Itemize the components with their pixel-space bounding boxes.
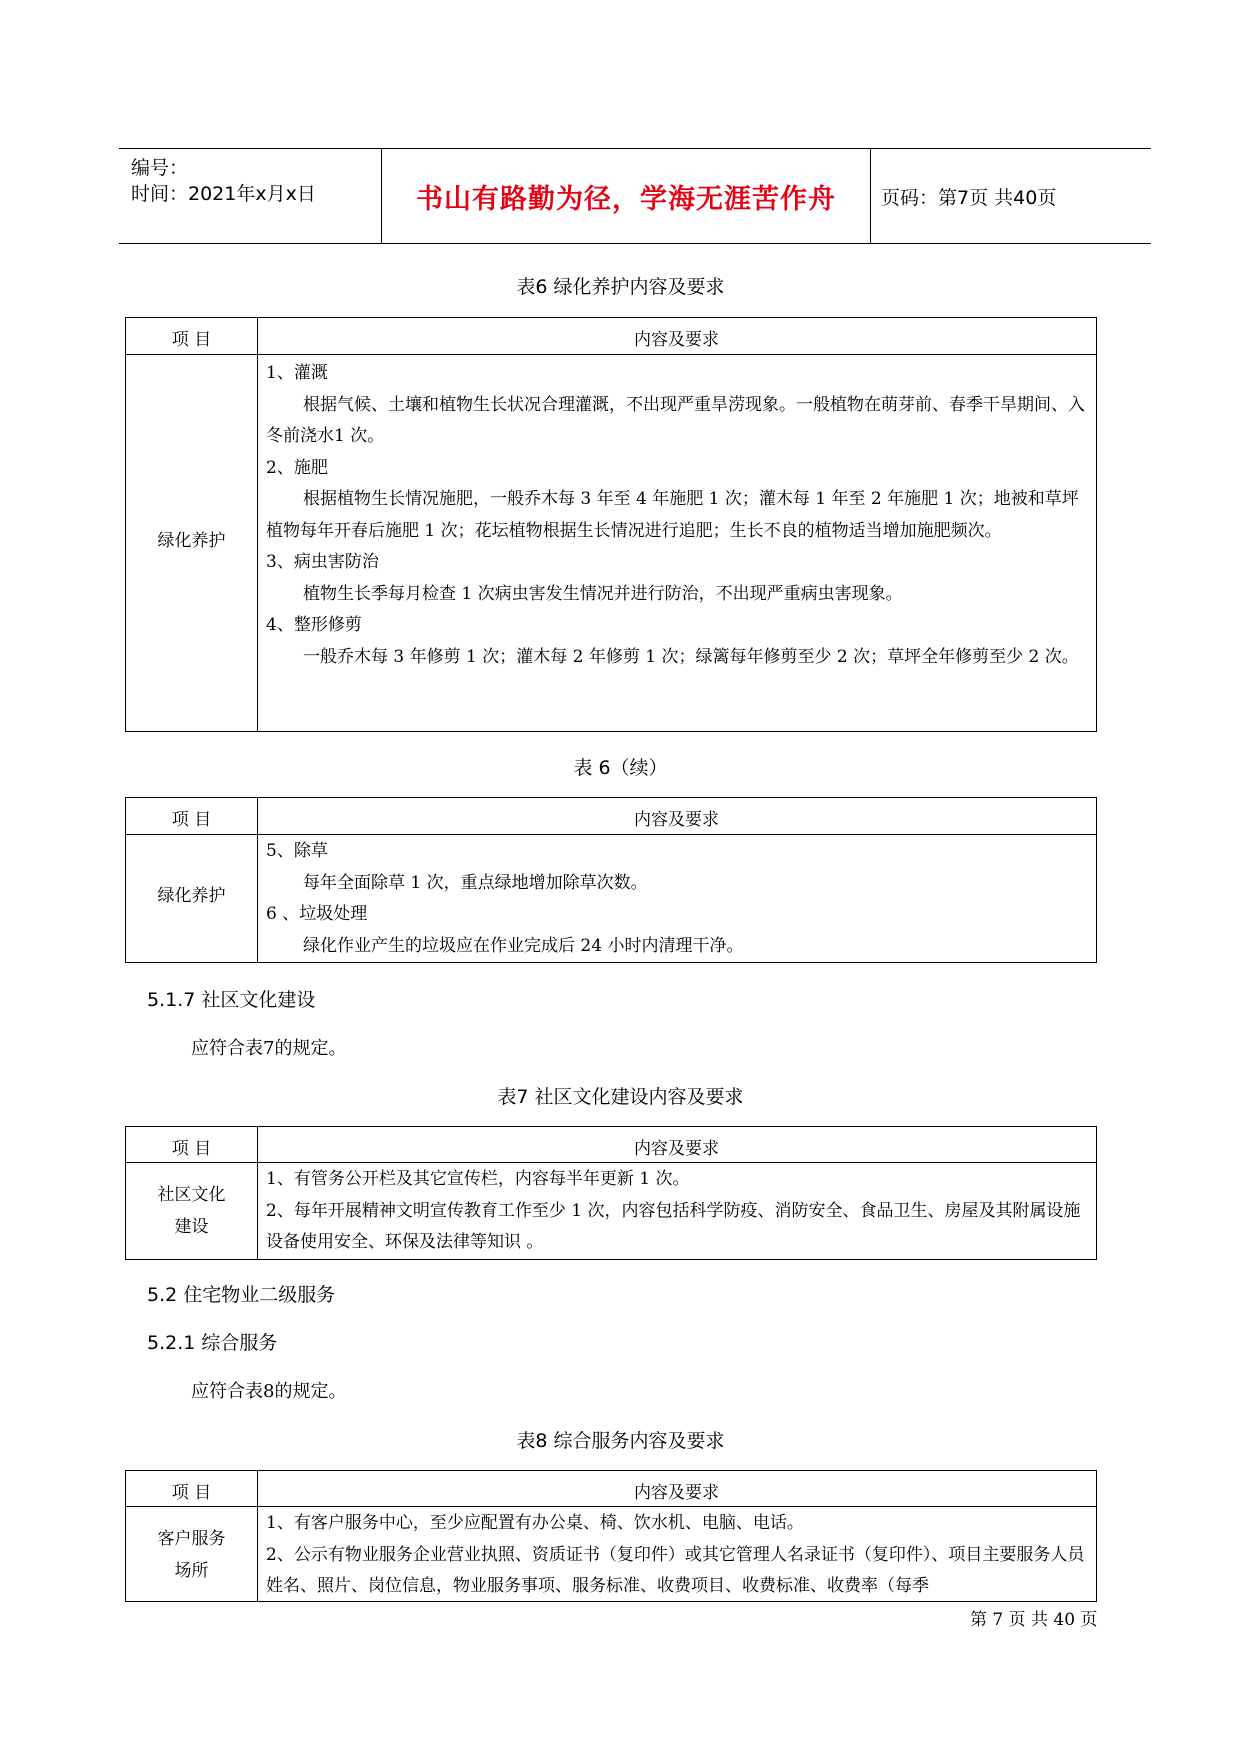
table7 [125, 1126, 1097, 1260]
page-footer: 第 7 页 共 40 页 [970, 1610, 1098, 1630]
col-item-header: 项 目 [171, 810, 212, 830]
table-header-row [126, 1127, 1096, 1163]
time-label: 时间：2021年x月x日 [131, 183, 316, 205]
table6b-content [266, 836, 1086, 962]
table7-caption: 表7 社区文化建设内容及要求 [497, 1086, 744, 1108]
col-content-header: 内容及要求 [634, 810, 719, 830]
section-paragraph: 应符合表8的规定。 [191, 1381, 347, 1402]
content-line: 1、有管务公开栏及其它宣传栏，内容每半年更新 1 次。 [266, 1169, 690, 1189]
content-line: 绿化作业产生的垃圾应在作业完成后 24 小时内清理干净。 [303, 935, 744, 956]
row-label: 社区文化 [157, 1185, 226, 1205]
table6 [125, 317, 1097, 732]
content-line: 2、施肥 [266, 457, 328, 478]
content-line: 5、除草 [266, 841, 328, 861]
content-line: 6 、垃圾处理 [266, 904, 368, 924]
col-content-header: 内容及要求 [634, 1139, 719, 1159]
content-line: 根据气候、土壤和植物生长状况合理灌溉，不出现严重旱涝现象。一般植物在萌芽前、春季干旱期间、入冬前浇水1 次。 [266, 394, 1085, 446]
column-divider [257, 318, 258, 731]
col-content-header: 内容及要求 [634, 330, 719, 350]
content-line: 1、有客户服务中心，至少应配置有办公桌、椅、饮水机、电脑、电话。 [266, 1513, 804, 1533]
header-motto-cell [381, 149, 871, 243]
section-heading: 5.1.7 社区文化建设 [147, 989, 316, 1011]
row-label: 客户服务 [157, 1529, 226, 1549]
content-line: 1、灌溉 [266, 363, 328, 383]
table8-content [266, 1508, 1086, 1603]
row-label: 建设 [174, 1217, 209, 1237]
table7-content [266, 1164, 1086, 1259]
table8-caption: 表8 综合服务内容及要求 [516, 1430, 725, 1452]
number-label: 编号： [131, 157, 189, 179]
table6b-caption: 表 6（续） [573, 757, 668, 779]
table6b [125, 797, 1097, 963]
col-item-header: 项 目 [171, 1483, 212, 1503]
page-header [119, 148, 1151, 244]
content-line: 3、病虫害防治 [266, 552, 379, 572]
column-divider [257, 1127, 258, 1259]
content-line: 每年全面除草 1 次，重点绿地增加除草次数。 [303, 872, 648, 893]
col-item-header: 项 目 [171, 1139, 212, 1159]
col-item-header: 项 目 [171, 330, 212, 350]
section-paragraph: 应符合表7的规定。 [191, 1038, 347, 1059]
column-divider [257, 1471, 258, 1601]
table-header-row [126, 798, 1096, 835]
table8 [125, 1470, 1097, 1602]
column-divider [257, 798, 258, 962]
table-header-row [126, 1471, 1096, 1507]
table6-caption: 表6 绿化养护内容及要求 [516, 276, 725, 298]
table6-content [266, 358, 1086, 673]
col-content-header: 内容及要求 [634, 1483, 719, 1503]
page-info: 页码：第7页 共40页 [881, 186, 1057, 209]
content-line: 根据植物生长情况施肥，一般乔木每 3 年至 4 年施肥 1 次；灌木每 1 年至 2 年施肥 1 次；地被和草坪植物每年开春后施肥 1 次；花坛植物根据生长情况进行追肥；生长不良的植物适当增加施肥频次。 [266, 489, 1079, 541]
content-line: 植物生长季每月检查 1 次病虫害发生情况并进行防治，不出现严重病虫害现象。 [303, 583, 903, 604]
section-heading: 5.2.1 综合服务 [147, 1332, 278, 1354]
content-line: 一般乔木每 3 年修剪 1 次；灌木每 2 年修剪 1 次；绿篱每年修剪至少 2 次；草坪全年修剪至少 2 次。 [303, 646, 1079, 667]
content-line: 4、整形修剪 [266, 615, 362, 635]
motto: 书山有路勤为径，学海无涯苦作舟 [416, 183, 836, 215]
content-line: 2、每年开展精神文明宣传教育工作至少 1 次，内容包括科学防疫、消防安全、食品卫生、房屋及其附属设施设备使用安全、环保及法律等知识 。 [266, 1200, 1081, 1252]
row-label: 绿化养护 [157, 531, 226, 551]
table-header-row [126, 318, 1096, 355]
header-page-cell [870, 149, 1151, 243]
row-label: 场所 [174, 1561, 209, 1581]
row-label: 绿化养护 [157, 886, 226, 906]
content-line: 2、公示有物业服务企业营业执照、资质证书（复印件）或其它管理人名录证书（复印件）、项目主要服务人员姓名、照片、岗位信息，物业服务事项、服务标准、收费项目、收费标准、收费率（每季 [266, 1544, 1085, 1596]
header-meta [119, 149, 381, 243]
section-heading: 5.2 住宅物业二级服务 [147, 1284, 336, 1306]
